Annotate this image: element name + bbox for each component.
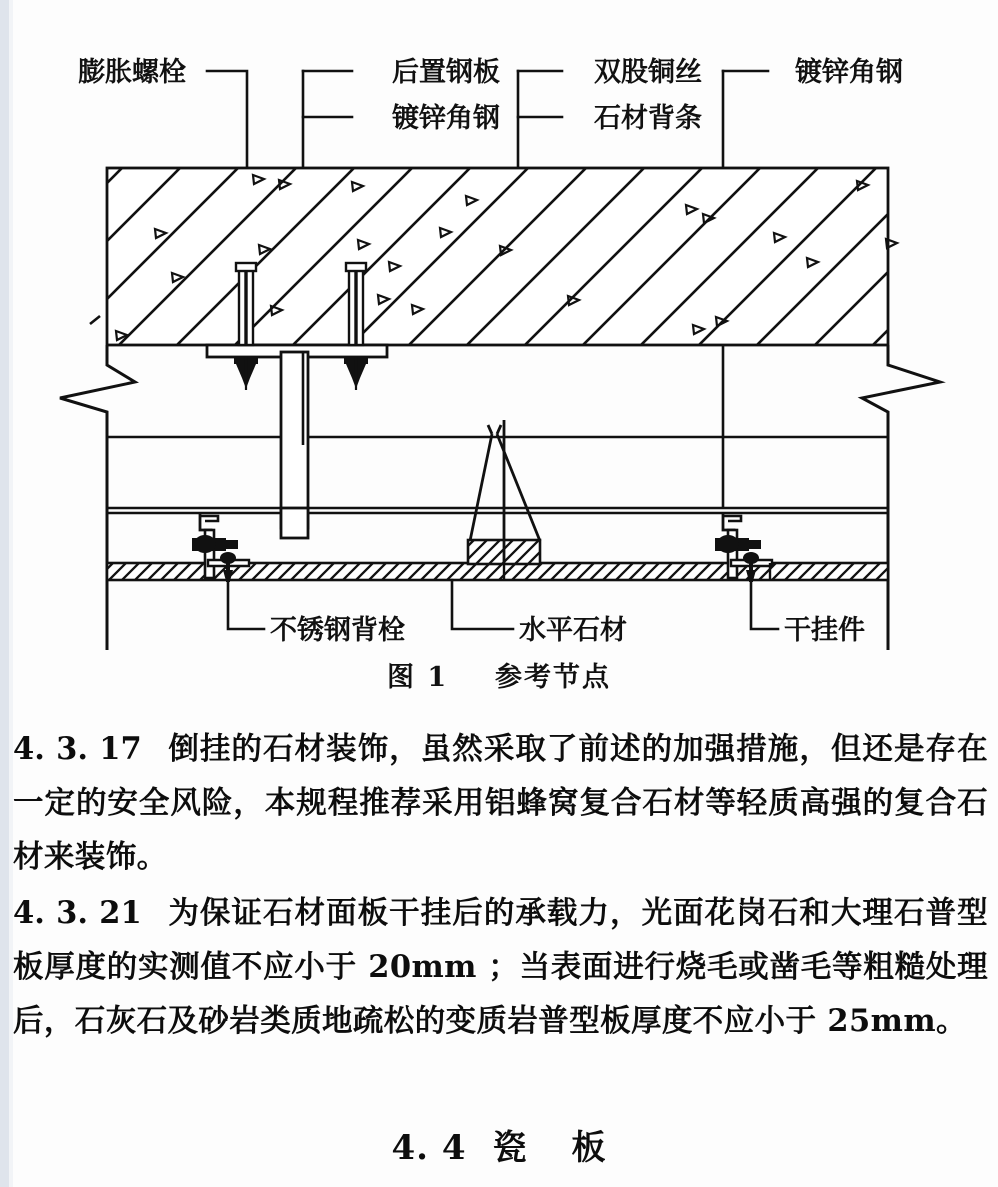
label-galvanized-angle-2: 镀锌角钢	[795, 57, 903, 88]
section-heading-4-4	[0, 1120, 998, 1169]
edge-tick-mark	[90, 316, 100, 324]
label-horizontal-stone: 水平石材	[519, 615, 627, 646]
label-dry-hanging-part: 干挂件	[784, 615, 865, 646]
concrete-slab	[107, 168, 888, 345]
clause-text-4-3-21: 为保证石材面板干挂后的承载力，光面花岗石和大理石普型板厚度的实测值不应小于 20mm ；当表面进行烧毛或凿毛等粗糙处理后，石灰石及砂岩类质地疏松的变质岩普型板厚度不应小于 25mm。	[13, 895, 988, 1039]
section-title-char-2: 板	[571, 1128, 607, 1168]
figure-top-labels	[78, 56, 903, 134]
figure-caption-number: 图 1	[387, 662, 449, 693]
section-number: 4. 4	[391, 1128, 467, 1168]
ceiling-layer-lines	[107, 437, 888, 513]
figure-caption	[0, 655, 998, 694]
label-stone-back-strip: 石材背条	[594, 103, 702, 134]
clause-number-4-3-21: 4. 3. 21	[13, 895, 142, 931]
clause-4-3-17	[13, 722, 988, 884]
clause-number-4-3-17: 4. 3. 17	[13, 731, 142, 767]
label-galvanized-angle-1: 镀锌角钢	[392, 103, 500, 134]
label-rear-steel-plate: 后置钢板	[392, 57, 500, 88]
clause-body	[13, 722, 988, 1050]
break-line-right	[862, 345, 940, 650]
section-title-char-1: 瓷	[492, 1128, 528, 1168]
label-stainless-back-bolt: 不锈钢背栓	[270, 615, 405, 646]
figure-caption-title: 参考节点	[495, 662, 611, 693]
galvanized-angle-vertical	[281, 352, 308, 538]
label-double-copper-wire: 双股铜丝	[594, 57, 702, 88]
clause-4-3-21	[13, 886, 988, 1048]
break-line-left	[60, 345, 135, 650]
clause-text-4-3-17: 倒挂的石材装饰，虽然采取了前述的加强措施，但还是存在一定的安全风险，本规程推荐采用铝蜂窝复合石材等轻质高强的复合石材来装饰。	[13, 731, 988, 875]
label-expansion-bolt: 膨胀螺栓	[78, 57, 186, 88]
